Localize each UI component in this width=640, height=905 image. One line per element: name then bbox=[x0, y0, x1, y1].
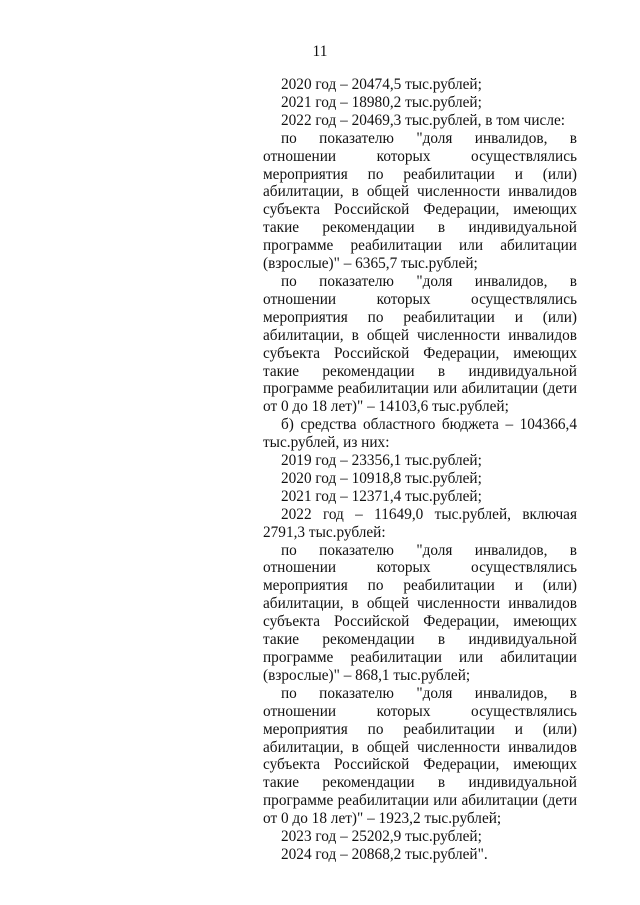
line-2021-budget-b: 2021 год – 12371,4 тыс.рублей; bbox=[281, 487, 482, 505]
line-2019-budget-b: 2019 год – 23356,1 тыс.рублей; bbox=[281, 452, 482, 470]
paragraph-indicator-children-a: по показателю "доля инвалидов, в отношении которых осуществлялись мероприятия по реабилитации и (или) абилитации, в общей численности инвалидов субъекта Российской Федерации, имеющих такие рекомендации в индивидуальной программе реабилитации или абилитации (дети от 0 до 18 лет)" – 14103,6 тыс.рублей; bbox=[263, 272, 577, 416]
paragraph-indicator-children-b: по показателю "доля инвалидов, в отношении которых осуществлялись мероприятия по реабилитации и (или) абилитации, в общей численности инвалидов субъекта Российской Федерации, имеющих такие рекомендации в индивидуальной программе реабилитации или абилитации (дети от 0 до 18 лет)" – 1923,2 тыс.рублей; bbox=[263, 684, 577, 828]
line-2022-budget-b: 2022 год – 11649,0 тыс.рублей, включая 2791,3 тыс.рублей: bbox=[263, 505, 577, 541]
line-2020-budget-a: 2020 год – 20474,5 тыс.рублей; bbox=[281, 76, 482, 93]
line-2020-budget-b: 2020 год – 10918,8 тыс.рублей; bbox=[281, 469, 482, 487]
page-number: 11 bbox=[312, 43, 328, 60]
paragraph-regional-budget: б) средства областного бюджета – 104366,4 тыс.рублей, из них: bbox=[263, 416, 577, 452]
line-2022-budget-a: 2022 год – 20469,3 тыс.рублей, в том числе: bbox=[281, 111, 566, 129]
document-body bbox=[263, 76, 577, 864]
line-2023-budget: 2023 год – 25202,9 тыс.рублей; bbox=[281, 828, 482, 846]
line-2021-budget-a: 2021 год – 18980,2 тыс.рублей; bbox=[281, 93, 482, 111]
paragraph-indicator-adults-a: по показателю "доля инвалидов, в отношении которых осуществлялись мероприятия по реабилитации и (или) абилитации, в общей численности инвалидов субъекта Российской Федерации, имеющих такие рекомендации в индивидуальной программе реабилитации или абилитации (взрослые)" – 6365,7 тыс.рублей; bbox=[263, 129, 577, 273]
paragraph-indicator-adults-b: по показателю "доля инвалидов, в отношении которых осуществлялись мероприятия по реабилитации и (или) абилитации, в общей численности инвалидов субъекта Российской Федерации, имеющих такие рекомендации в индивидуальной программе реабилитации или абилитации (взрослые)" – 868,1 тыс.рублей; bbox=[263, 541, 577, 684]
line-2024-budget: 2024 год – 20868,2 тыс.рублей". bbox=[281, 845, 488, 863]
